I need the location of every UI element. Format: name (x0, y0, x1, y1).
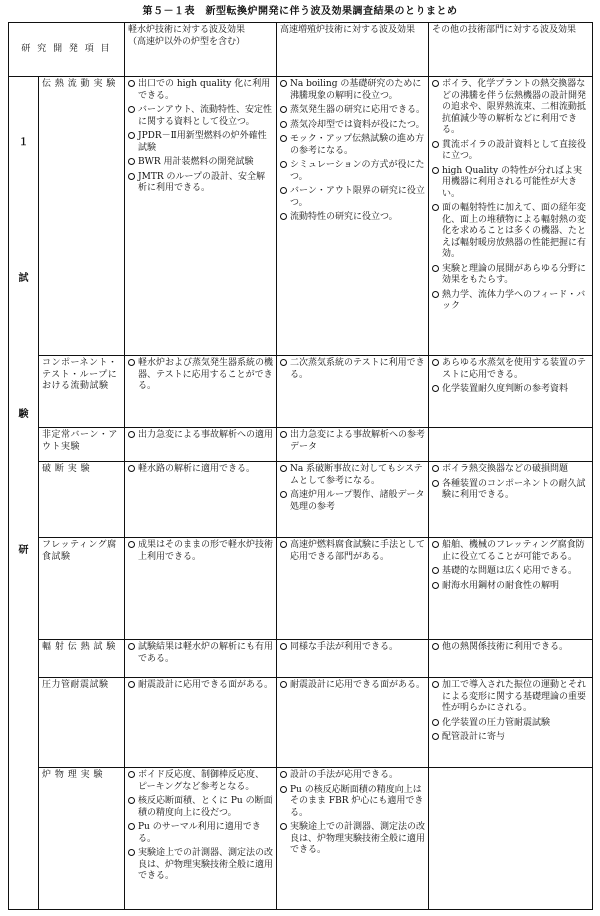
category-char: 験 (18, 409, 29, 421)
list-item (280, 642, 425, 654)
circle-bullet-icon (280, 771, 287, 778)
circle-bullet-icon (432, 567, 439, 574)
effect-text: モック・アップ伝熱試験の進め方の参考になる。 (290, 134, 425, 156)
effect-text: Pu の核反応断面積の精度向上はそのまま FBR 炉心にも適用できる。 (290, 784, 424, 818)
list-item (128, 540, 273, 563)
effect-text: 試験結果は軽水炉の解析にも有用である。 (138, 642, 274, 664)
circle-bullet-icon (280, 80, 287, 87)
effect-cell-light-water (125, 356, 277, 428)
effect-cell-fast-breeder (277, 678, 429, 768)
effect-cell-light-water (125, 538, 277, 640)
effect-cell-light-water (125, 462, 277, 538)
effect-text: Na 系破断事故に対してもシステムとして参考になる。 (290, 464, 423, 486)
effect-list (128, 540, 273, 563)
circle-bullet-icon (432, 465, 439, 472)
circle-bullet-icon (432, 385, 439, 392)
effect-cell-fast-breeder (277, 538, 429, 640)
effect-text: 実験途上での計測器、測定法の改良は、炉物理実験技術全般に適用できる。 (290, 822, 426, 855)
effect-text: 船舶、機械のフレッティング腐食防止に役立てることが可能である。 (442, 540, 585, 562)
circle-bullet-icon (280, 465, 287, 472)
circle-bullet-icon (128, 431, 135, 438)
effect-text: JMTR のループの設計、安全解析に利用できる。 (138, 171, 266, 193)
list-item (128, 848, 273, 883)
list-item (280, 134, 425, 157)
list-item (280, 540, 425, 563)
effect-cell-other (429, 428, 593, 462)
circle-bullet-icon (128, 541, 135, 548)
effect-list (128, 464, 273, 476)
circle-bullet-icon (432, 359, 439, 366)
effect-list (432, 680, 589, 744)
effect-text: 耐震設計に応用できる面がある。 (290, 680, 426, 690)
effect-list (128, 430, 273, 442)
effect-list (280, 430, 425, 453)
circle-bullet-icon (280, 491, 287, 498)
list-item (432, 384, 589, 396)
circle-bullet-icon (280, 187, 287, 194)
effect-text: 耐海水用鋼材の耐食性の解明 (442, 580, 560, 591)
list-item (432, 140, 589, 163)
circle-bullet-icon (432, 541, 439, 548)
research-item: 伝 熱 流 動 実 験 (39, 77, 125, 356)
list-item (128, 642, 273, 665)
list-item (128, 79, 273, 102)
list-item (280, 430, 425, 453)
list-item (280, 358, 425, 381)
circle-bullet-icon (128, 771, 135, 778)
effect-list (128, 770, 273, 883)
effect-list (128, 680, 273, 692)
category-number: １ (18, 137, 29, 148)
circle-bullet-icon (432, 719, 439, 726)
header-light-water: 軽水炉技術に対する波及効果 （高速炉以外の炉型を含む） (125, 23, 277, 77)
effect-list (432, 358, 589, 396)
effect-list (128, 642, 273, 665)
results-table (8, 22, 593, 910)
table-title: 第５－１表 新型転換炉開発に伴う波及効果調査結果のとりまとめ (142, 6, 458, 17)
circle-bullet-icon (280, 823, 287, 830)
list-item (280, 79, 425, 102)
effect-list (280, 540, 425, 563)
list-item (432, 540, 589, 563)
research-item: 圧力管耐震試験 (39, 678, 125, 768)
list-item (432, 642, 589, 654)
table-row (9, 538, 593, 640)
effect-text: 軽水炉および蒸気発生器系統の機器、テストに応用することができる。 (138, 358, 274, 391)
effect-list (128, 358, 273, 393)
circle-bullet-icon (128, 80, 135, 87)
effect-list (280, 358, 425, 381)
effect-text: 蒸気冷却型では資料が役にたつ。 (290, 119, 425, 130)
list-item (128, 430, 273, 442)
circle-bullet-icon (432, 167, 439, 174)
list-item (280, 186, 425, 209)
circle-bullet-icon (280, 431, 287, 438)
effect-list (280, 680, 425, 692)
research-item: 非定常バーン・アウト実験 (39, 428, 125, 462)
header-fast-breeder: 高速増殖炉技術に対する波及効果 (277, 23, 429, 77)
effect-text: BWR 用計装燃料の開発試験 (138, 157, 254, 167)
effect-text: バーンアウト、流動特性、安定性に関する資料として役立つ。 (138, 105, 273, 127)
effect-cell-light-water (125, 640, 277, 678)
effect-cell-other (429, 356, 593, 428)
list-item (128, 105, 273, 128)
circle-bullet-icon (128, 173, 135, 180)
effect-text: 他の熱関係技術に利用できる。 (442, 642, 569, 652)
list-item (128, 680, 273, 692)
effect-text: 設計の手法が応用できる。 (290, 770, 399, 780)
effect-cell-fast-breeder (277, 462, 429, 538)
circle-bullet-icon (128, 465, 135, 472)
effect-text: Pu のサーマル利用に適用できる。 (138, 822, 261, 844)
list-item (280, 680, 425, 692)
list-item (128, 157, 273, 169)
effect-list (280, 642, 425, 654)
list-item (432, 203, 589, 261)
effect-list (432, 642, 589, 654)
category-char: 試 (18, 273, 29, 285)
effect-text: 基礎的な問題は広く応用できる。 (442, 566, 578, 576)
effect-text: 出力急変による事故解析への適用 (138, 430, 274, 440)
circle-bullet-icon (128, 849, 135, 856)
effect-text: 耐震設計に応用できる面がある。 (138, 680, 274, 690)
header-item: 研 究 開 発 項 目 (9, 23, 125, 77)
effect-list (128, 79, 273, 195)
effect-text: バーン・アウト限界の研究に役立つ。 (290, 186, 425, 208)
research-item: コンポーネント・テスト・ループにおける流動試験 (39, 356, 125, 428)
effect-cell-other (429, 640, 593, 678)
circle-bullet-icon (128, 823, 135, 830)
effect-text: 流動特性の研究に役立つ。 (290, 212, 398, 222)
circle-bullet-icon (432, 291, 439, 298)
list-item (432, 718, 589, 730)
circle-bullet-icon (432, 80, 439, 87)
circle-bullet-icon (432, 265, 439, 272)
circle-bullet-icon (128, 681, 135, 688)
research-item: 炉 物 理 実 験 (39, 768, 125, 910)
header-other: その他の技術部門に対する波及効果 (429, 23, 593, 77)
effect-text: Na boiling の基礎研究のために沸騰現象の解明に役立つ。 (290, 79, 422, 101)
effect-cell-other (429, 678, 593, 768)
effect-text: ボイラ、化学プラントの熱交換器などの沸騰を伴う伝熱機器の設計開発の追求や、限界熱流束、二相流動抵抗値減少等の解析などに利用できる。 (442, 79, 587, 135)
list-item (128, 822, 273, 845)
effect-text: ボイラ熱交換器などの破損問題 (442, 464, 569, 474)
table-row (9, 768, 593, 910)
circle-bullet-icon (128, 158, 135, 165)
circle-bullet-icon (432, 204, 439, 211)
effect-text: 化学装置耐久度判断の参考資料 (442, 384, 569, 394)
table-row (9, 77, 593, 356)
list-item (280, 120, 425, 132)
circle-bullet-icon (280, 681, 287, 688)
list-item (432, 464, 589, 476)
effect-cell-fast-breeder (277, 356, 429, 428)
list-item (432, 680, 589, 715)
category-cell (9, 77, 39, 910)
effect-cell-fast-breeder (277, 768, 429, 910)
list-item (432, 566, 589, 578)
effect-list (280, 79, 425, 224)
list-item (128, 358, 273, 393)
list-item (432, 732, 589, 744)
circle-bullet-icon (280, 121, 287, 128)
list-item (280, 770, 425, 782)
circle-bullet-icon (432, 681, 439, 688)
effect-text: 蒸気発生器の研究に応用できる。 (290, 105, 426, 115)
effect-text: 面の輻射特性に加えて、面の経年変化、面上の堆積物による輻射熱の変化を求めることは多くの機器、たとえば輻射暖房放熱器の性能把握に有効。 (442, 203, 587, 259)
list-item (280, 785, 425, 820)
table-row (9, 640, 593, 678)
circle-bullet-icon (128, 797, 135, 804)
header-row (9, 23, 593, 77)
effect-list (432, 79, 589, 313)
effect-text: 高速炉燃料腐食試験に手法として応用できる部門がある。 (290, 540, 426, 562)
list-item (128, 464, 273, 476)
effect-text: あらゆる水蒸気を使用する装置のテストに応用できる。 (442, 358, 587, 380)
circle-bullet-icon (128, 106, 135, 113)
effect-text: 核反応断面積、とくに Pu の断面積の精度向上に役だつ。 (138, 796, 273, 818)
list-item (280, 490, 425, 513)
list-item (280, 822, 425, 857)
circle-bullet-icon (432, 141, 439, 148)
list-item (432, 479, 589, 502)
effect-text: 加工で導入された振位の運動とそれによる変形に関する基礎理論の重要性が明らかにされる。 (442, 680, 587, 713)
effect-cell-fast-breeder (277, 640, 429, 678)
effect-text: high Quality の特性が分ればよ実用機器に利用される可能性が大きい。 (442, 165, 582, 199)
circle-bullet-icon (280, 106, 287, 113)
effect-list (280, 464, 425, 513)
effect-list (432, 540, 589, 592)
circle-bullet-icon (280, 541, 287, 548)
effect-text: 出口での high quality 化に利用できる。 (138, 79, 271, 101)
effect-text: 実験途上での計測器、測定法の改良は、炉物理実験技術全般に適用できる。 (138, 848, 274, 881)
effect-cell-light-water (125, 678, 277, 768)
table-row (9, 678, 593, 768)
effect-text: 二次蒸気系統のテストに利用できる。 (290, 358, 425, 380)
effect-cell-fast-breeder (277, 428, 429, 462)
research-item: フレッティング腐食試験 (39, 538, 125, 640)
circle-bullet-icon (128, 359, 135, 366)
circle-bullet-icon (432, 733, 439, 740)
list-item (432, 264, 589, 287)
effect-list (280, 770, 425, 857)
list-item (128, 796, 273, 819)
circle-bullet-icon (280, 213, 287, 220)
circle-bullet-icon (432, 480, 439, 487)
effect-text: 実験と理論の展開があらゆる分野に効果をもたらす。 (442, 263, 587, 285)
effect-text: 成果はそのままの形で軽水炉技術上利用できる。 (138, 540, 274, 562)
circle-bullet-icon (128, 643, 135, 650)
effect-text: 軽水路の解析に適用できる。 (138, 464, 256, 474)
effect-text: 各種装置のコンポーネントの耐久試験に利用できる。 (442, 478, 586, 500)
effect-text: JPDR－Ⅱ用新型燃料の炉外確性試験 (138, 131, 267, 153)
effect-cell-light-water (125, 77, 277, 356)
effect-text: 熱力学、流体力学へのフィード・バック (442, 289, 586, 311)
list-item (432, 79, 589, 137)
list-item (128, 172, 273, 195)
circle-bullet-icon (280, 643, 287, 650)
effect-text: 出力急変による事故解析への参考データ (290, 430, 426, 452)
list-item (280, 212, 425, 224)
effect-text: ボイド反応度、制御棒反応度、ピーキングなど参考となる。 (138, 770, 265, 792)
list-item (432, 581, 589, 593)
category-char: 研 (18, 545, 29, 557)
effect-text: 同様な手法が利用できる。 (290, 642, 399, 652)
circle-bullet-icon (280, 135, 287, 142)
list-item (432, 290, 589, 313)
list-item (280, 105, 425, 117)
circle-bullet-icon (280, 359, 287, 366)
circle-bullet-icon (280, 161, 287, 168)
effect-cell-other (429, 462, 593, 538)
table-row (9, 356, 593, 428)
effect-cell-other (429, 768, 593, 910)
effect-text: シミュレーションの方式が役にたつ。 (290, 160, 425, 182)
list-item (128, 131, 273, 154)
effect-text: 貫流ボイラの設計資料として直接役に立つ。 (442, 139, 587, 161)
list-item (280, 464, 425, 487)
research-item: 破 断 実 験 (39, 462, 125, 538)
table-row (9, 462, 593, 538)
effect-cell-fast-breeder (277, 77, 429, 356)
effect-cell-light-water (125, 768, 277, 910)
effect-text: 化学装置の圧力管耐震試験 (442, 717, 551, 728)
research-item: 輻 射 伝 熱 試 験 (39, 640, 125, 678)
circle-bullet-icon (432, 582, 439, 589)
effect-text: 高速炉用ループ製作、諸般データ処理の参考 (290, 490, 425, 512)
circle-bullet-icon (432, 643, 439, 650)
circle-bullet-icon (280, 786, 287, 793)
effect-cell-other (429, 538, 593, 640)
effect-list (432, 464, 589, 502)
table-row (9, 428, 593, 462)
effect-text: 配管設計に寄与 (442, 732, 506, 742)
circle-bullet-icon (128, 132, 135, 139)
effect-cell-other (429, 77, 593, 356)
list-item (432, 358, 589, 381)
list-item (432, 166, 589, 201)
list-item (280, 160, 425, 183)
list-item (128, 770, 273, 793)
effect-cell-light-water (125, 428, 277, 462)
